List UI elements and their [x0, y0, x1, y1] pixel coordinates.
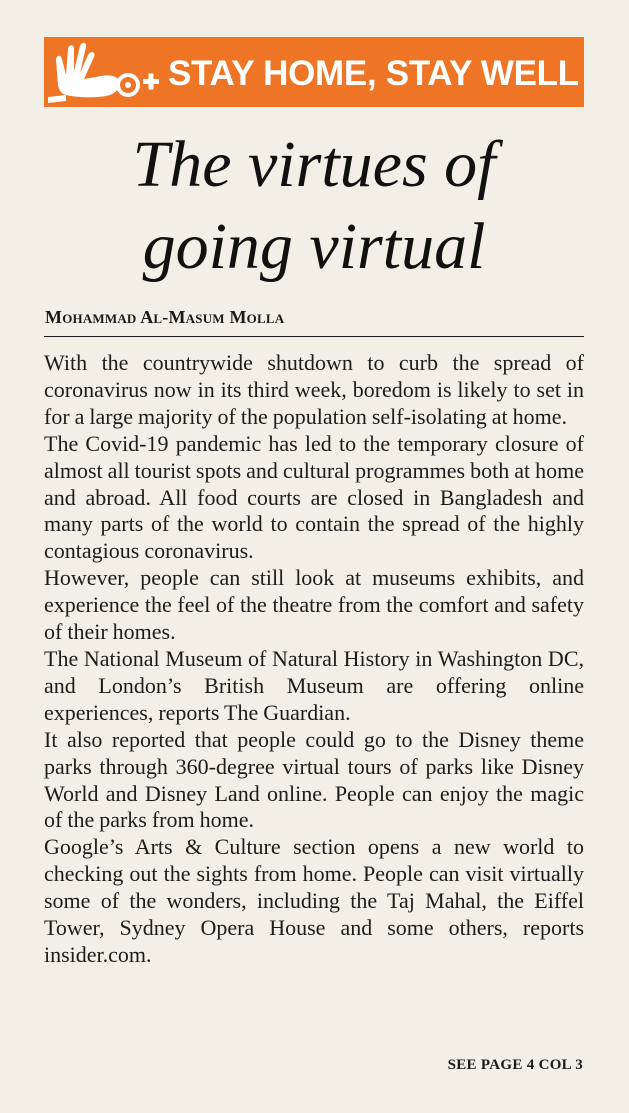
paragraph: The Covid-19 pandemic has led to the temporary closure of almost all tourist spots and cultural programmes both at home and abroad. All food courts are closed in Bangladesh and many parts of the world to contain the spread of the highly contagious coronavirus. [44, 430, 584, 564]
banner-title: STAY HOME, STAY WELL [168, 54, 579, 93]
paragraph: Google’s Arts & Culture section opens a new world to checking out the sights from home. People can visit virtually some of the wonders, including the Taj Mahal, the Eiffel Tower, Sydney Opera House and some others, reports insider.com. [44, 834, 584, 967]
headline [44, 124, 584, 288]
paragraph: With the countrywide shutdown to curb the spread of coronavirus now in its third week, boredom is likely to set in for a large majority of the population self-isolating at home. [44, 350, 584, 429]
headline-line-2: going virtual [142, 210, 486, 283]
headline-line-1: The virtues of [132, 128, 496, 201]
paragraph: It also reported that people could go to the Disney theme parks through 360-degree virtual tours of parks like Disney World and Disney Land online. People can enjoy the magic of the parks from home. [44, 726, 584, 833]
article-body [44, 350, 584, 969]
section-banner [44, 37, 584, 107]
continuation-note: SEE PAGE 4 COL 3 [447, 1057, 583, 1073]
hand-virus-plus-icon [44, 37, 164, 107]
paragraph: The National Museum of Natural History in Washington DC, and London’s British Museum are offering online experiences, reports The Guardian. [44, 645, 584, 725]
byline-divider [44, 336, 584, 337]
byline: Mohammad Al-Masum Molla [45, 307, 285, 327]
paragraph: However, people can still look at museums exhibits, and experience the feel of the theatre from the comfort and safety of their homes. [44, 565, 584, 645]
